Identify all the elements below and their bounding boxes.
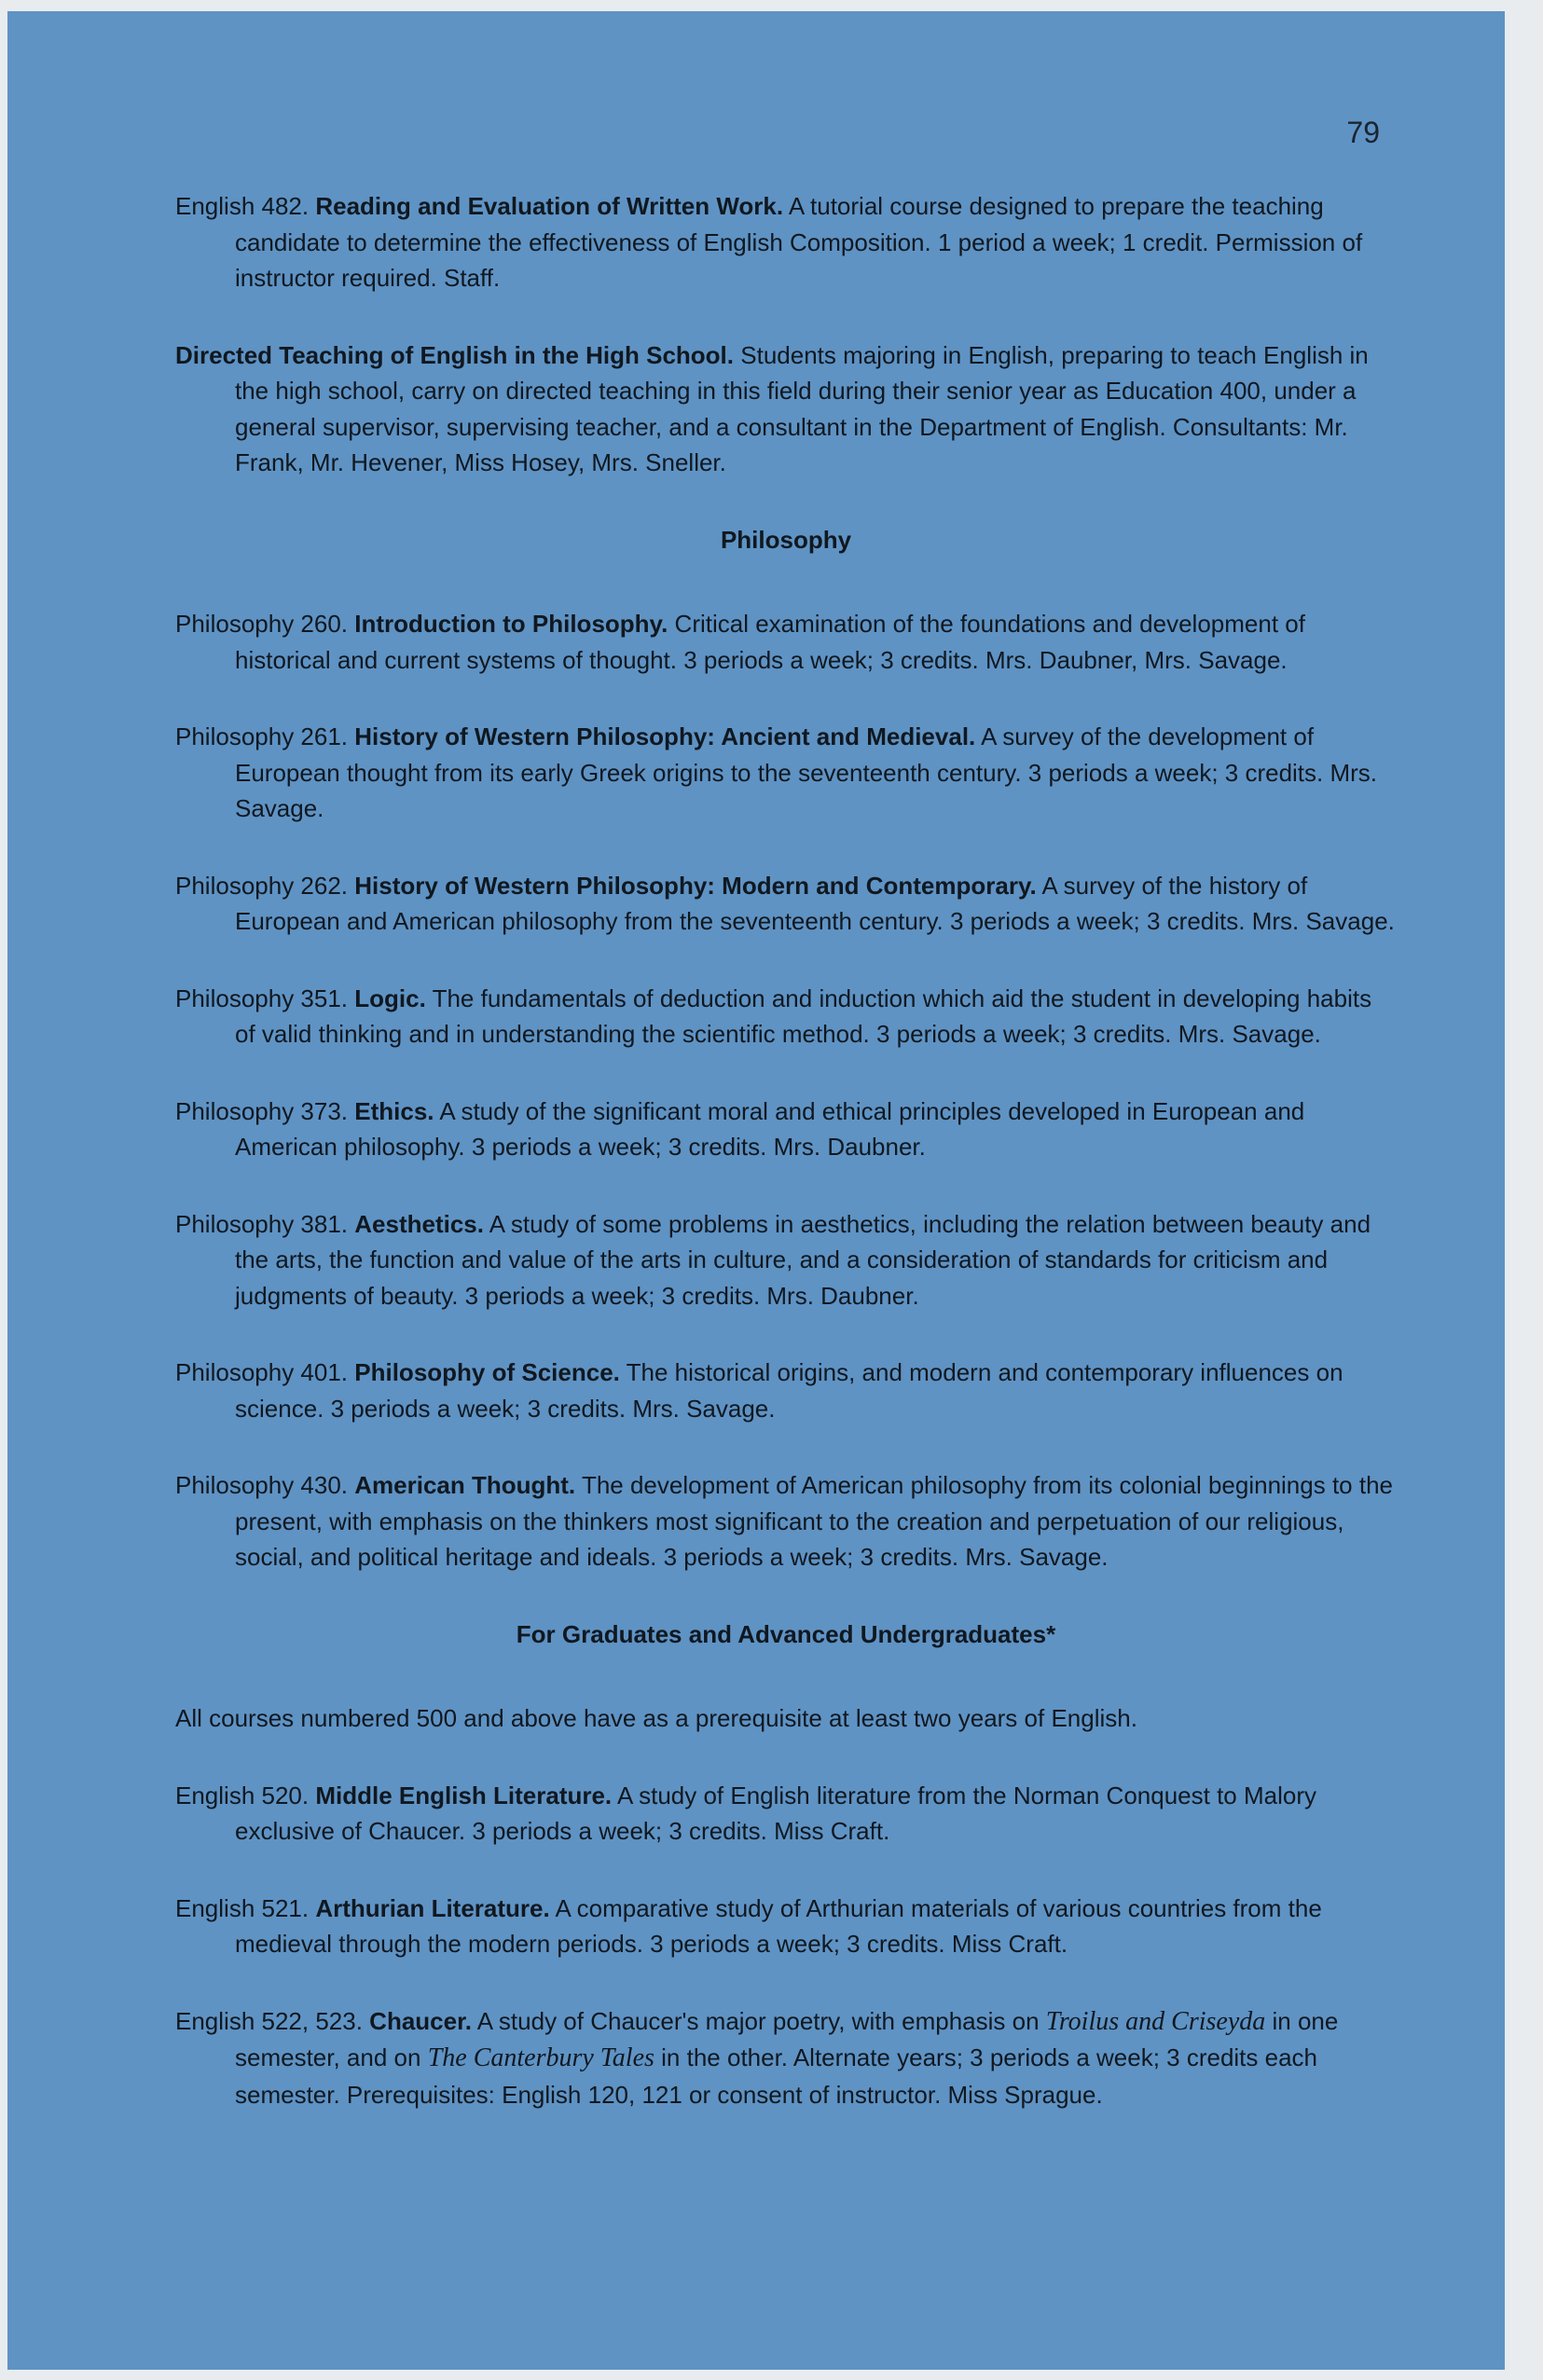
course-description: Critical examination of the foundations and development of historical and current systems of thought. 3 periods a week; 3 credits. Mrs. Daubner, Mrs. Savage.: [235, 610, 1305, 674]
course-description: The fundamentals of deduction and induction which aid the student in developing habits of valid thinking and in understanding the scientific method. 3 periods a week; 3 credits. Mrs. Savage.: [235, 984, 1372, 1048]
course-title: Ethics.: [354, 1096, 434, 1125]
course-description: The development of American philosophy from its colonial beginnings to the present, with emphasis on the thinkers most significant to the creation and perpetuation of our religious, social, and political heritage and ideals. 3 periods a week; 3 credits. Mrs. Savage.: [235, 1471, 1393, 1571]
course-description: A survey of the development of European thought from its early Greek origins to the seventeenth century. 3 periods a week; 3 credits. Mrs. Savage.: [235, 722, 1378, 822]
section-heading-philosophy: Philosophy: [720, 525, 852, 554]
course-title: Reading and Evaluation of Written Work.: [315, 192, 784, 220]
course-code: English 482.: [175, 192, 310, 220]
course-entry-philosophy-373: [175, 1094, 1397, 1165]
course-entry-philosophy-260: [175, 606, 1397, 678]
course-entry-directed-teaching: [175, 337, 1397, 481]
course-entry-philosophy-381: [175, 1206, 1397, 1314]
course-code: Philosophy 401.: [175, 1358, 349, 1386]
course-title: Arthurian Literature.: [315, 1893, 550, 1922]
course-title: American Thought.: [354, 1471, 576, 1499]
course-description: A tutorial course designed to prepare the teaching candidate to determine the effectiveness of English Composition. 1 period a week; 1 credit. Permission of instructor required. Staff.: [235, 192, 1363, 292]
course-code: Philosophy 430.: [175, 1471, 349, 1499]
course-entry-english-522-523: [175, 2003, 1397, 2113]
course-description: Students majoring in English, preparing to teach English in the high school, carry on directed teaching in this field during their senior year as Education 400, under a general supervisor, supervising teacher, and a consultant in the Department of English. Consultants: Mr. Frank, Mr. Hevener, Miss Hosey, Mrs. Sneller.: [235, 340, 1369, 476]
course-entry-english-482: [175, 188, 1397, 296]
course-entry-philosophy-262: [175, 868, 1397, 940]
course-title: Middle English Literature.: [315, 1781, 613, 1809]
course-description-part: in the other. Alternate years; 3 periods a week; 3 credits each semester. Prerequisites: English 120, 121 or consent of instructor. Miss Sprague.: [235, 2043, 1318, 2109]
course-description: A study of English literature from the Norman Conquest to Malory exclusive of Chaucer. 3 periods a week; 3 credits. Miss Craft.: [235, 1781, 1316, 1845]
course-code: Philosophy 262.: [175, 871, 349, 900]
course-code: English 522, 523.: [175, 2006, 363, 2035]
course-code: Philosophy 351.: [175, 984, 349, 1012]
course-title: Directed Teaching of English in the High School.: [175, 340, 735, 369]
catalog-page: [7, 11, 1505, 2370]
course-description: A comparative study of Arthurian materials of various countries from the medieval through the modern periods. 3 periods a week; 3 credits. Miss Craft.: [235, 1893, 1322, 1958]
page-content: [175, 188, 1397, 2153]
course-entry-philosophy-351: [175, 981, 1397, 1052]
course-entry-philosophy-261: [175, 719, 1397, 827]
course-entry-philosophy-430: [175, 1467, 1397, 1575]
course-description: A study of some problems in aesthetics, including the relation between beauty and the arts, the function and value of the arts in culture, and a consideration of standards for criticism and judgments of beauty. 3 periods a week; 3 credits. Mrs. Daubner.: [235, 1209, 1371, 1310]
course-description: The historical origins, and modern and contemporary influences on science. 3 periods a week; 3 credits. Mrs. Savage.: [235, 1358, 1343, 1423]
course-description: A study of the significant moral and ethical principles developed in European and American philosophy. 3 periods a week; 3 credits. Mrs. Daubner.: [235, 1096, 1305, 1161]
course-entry-philosophy-401: [175, 1355, 1397, 1426]
course-entry-english-520: [175, 1778, 1397, 1850]
section-heading-graduates: For Graduates and Advanced Undergraduates*: [516, 1619, 1056, 1648]
course-code: Philosophy 261.: [175, 722, 349, 750]
course-title: Chaucer.: [369, 2006, 472, 2035]
course-code: Philosophy 373.: [175, 1096, 349, 1125]
course-description-part: A study of Chaucer's major poetry, with emphasis on: [476, 2006, 1040, 2035]
course-code: Philosophy 260.: [175, 610, 349, 638]
course-title: History of Western Philosophy: Modern and Contemporary.: [354, 871, 1037, 900]
course-code: English 520.: [175, 1781, 310, 1809]
page-number: 79: [1346, 116, 1380, 149]
work-title-canterbury: The Canterbury Tales: [427, 2043, 654, 2072]
course-title: Philosophy of Science.: [354, 1358, 620, 1386]
course-title: Aesthetics.: [354, 1209, 484, 1238]
course-entry-english-521: [175, 1891, 1397, 1962]
course-title: Logic.: [354, 984, 426, 1012]
course-description-part: in one semester, and on: [235, 2006, 1339, 2071]
course-code: English 521.: [175, 1893, 310, 1922]
course-description: A survey of the history of European and American philosophy from the seventeenth century. 3 periods a week; 3 credits. Mrs. Savage.: [235, 871, 1395, 935]
course-title: Introduction to Philosophy.: [354, 610, 668, 638]
work-title-troilus: Troilus and Criseyda: [1045, 2006, 1266, 2036]
course-title: History of Western Philosophy: Ancient and Medieval.: [354, 722, 976, 750]
graduates-intro: All courses numbered 500 and above have as a prerequisite at least two years of English.: [175, 1704, 1137, 1732]
course-code: Philosophy 381.: [175, 1209, 349, 1238]
